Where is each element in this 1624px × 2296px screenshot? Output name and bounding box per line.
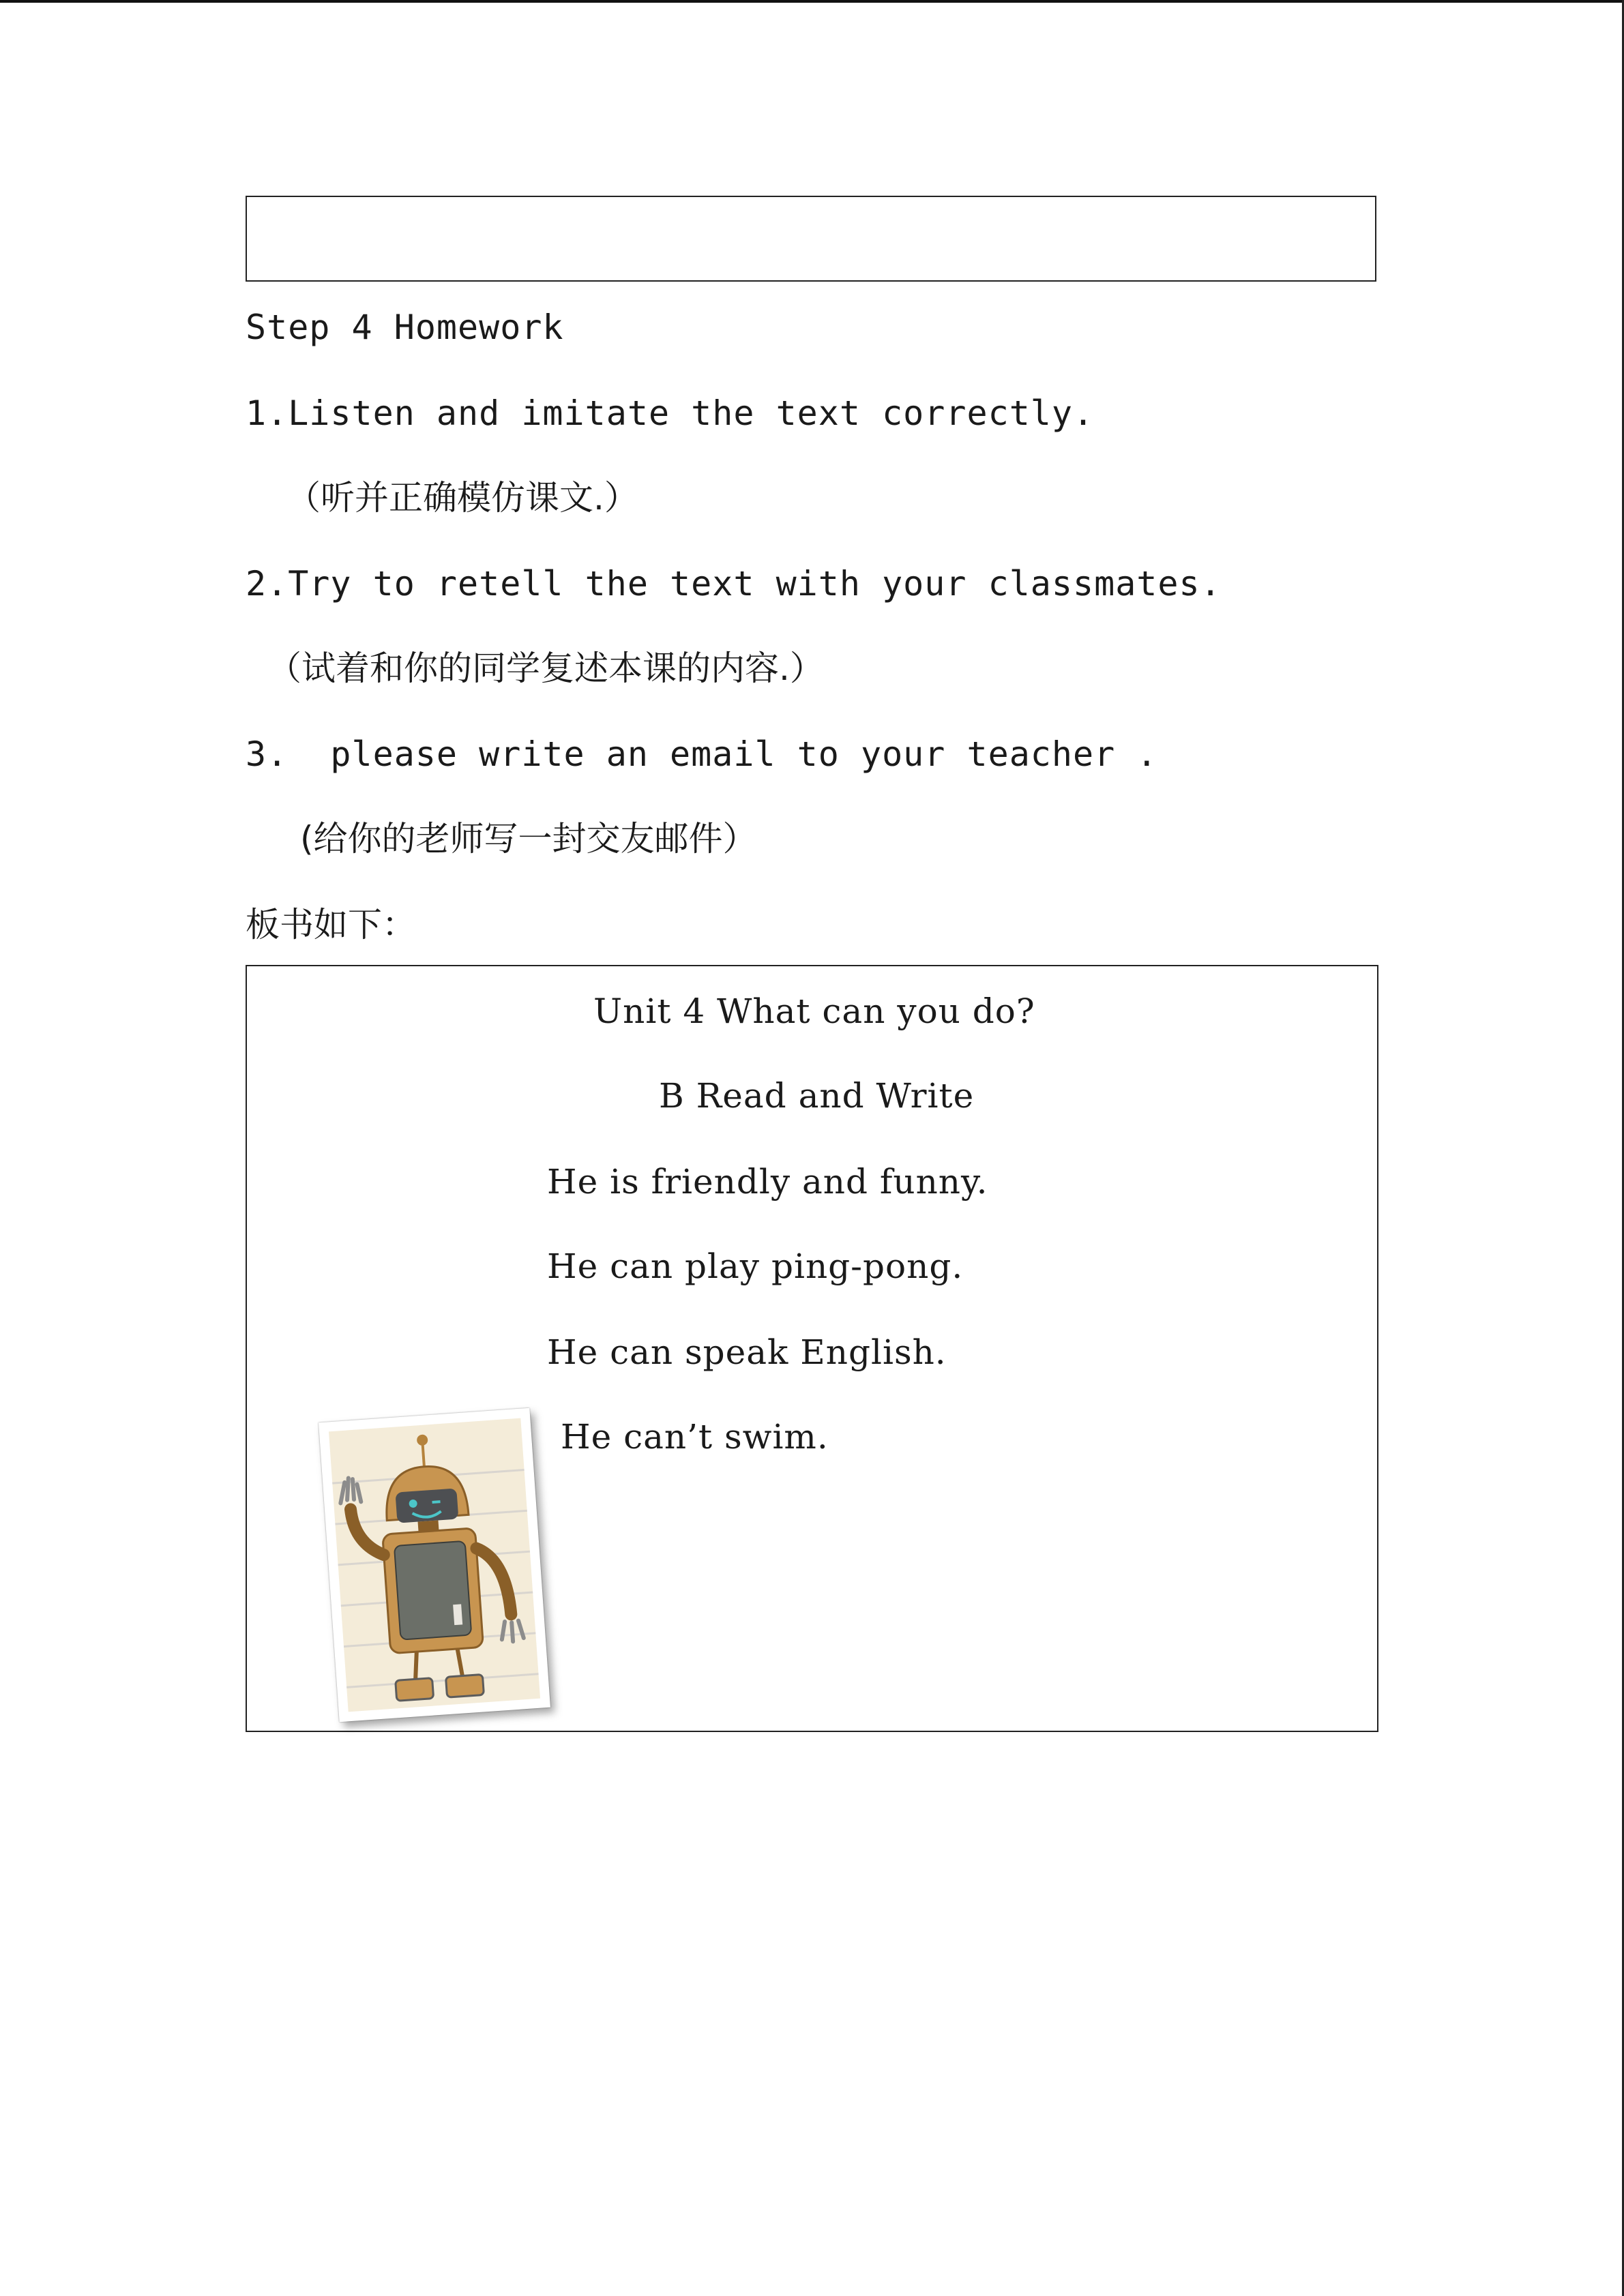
step-title: Step 4 Homework <box>246 308 564 347</box>
homework-item-2-translation: （试着和你的同学复述本课的内容.） <box>267 648 824 688</box>
board-sentence-2: He can play ping-pong. <box>547 1247 964 1286</box>
homework-item-1: 1.Listen and imitate the text correctly. <box>246 393 1095 433</box>
robot-illustration <box>319 1408 550 1723</box>
board-title: Unit 4 What can you do? <box>593 992 1035 1031</box>
board-sentence-1: He is friendly and funny. <box>547 1162 988 1202</box>
robot-illustration-card <box>319 1408 550 1723</box>
homework-item-1-translation: （听并正确模仿课文.） <box>286 478 638 518</box>
homework-item-3: 3. please write an email to your teacher . <box>246 734 1158 774</box>
board-sentence-4: He can’t swim. <box>561 1417 829 1457</box>
homework-item-2: 2.Try to retell the text with your classmates. <box>246 564 1222 603</box>
page-top-border <box>0 0 1624 3</box>
board-heading: 板书如下： <box>246 905 416 944</box>
blackboard-design-box <box>246 965 1378 1732</box>
board-sentence-3: He can speak English. <box>547 1332 947 1372</box>
homework-item-3-translation: (给你的老师写一封交友邮件） <box>300 819 757 859</box>
board-subtitle: B Read and Write <box>659 1076 975 1116</box>
empty-table-cell <box>246 196 1376 282</box>
